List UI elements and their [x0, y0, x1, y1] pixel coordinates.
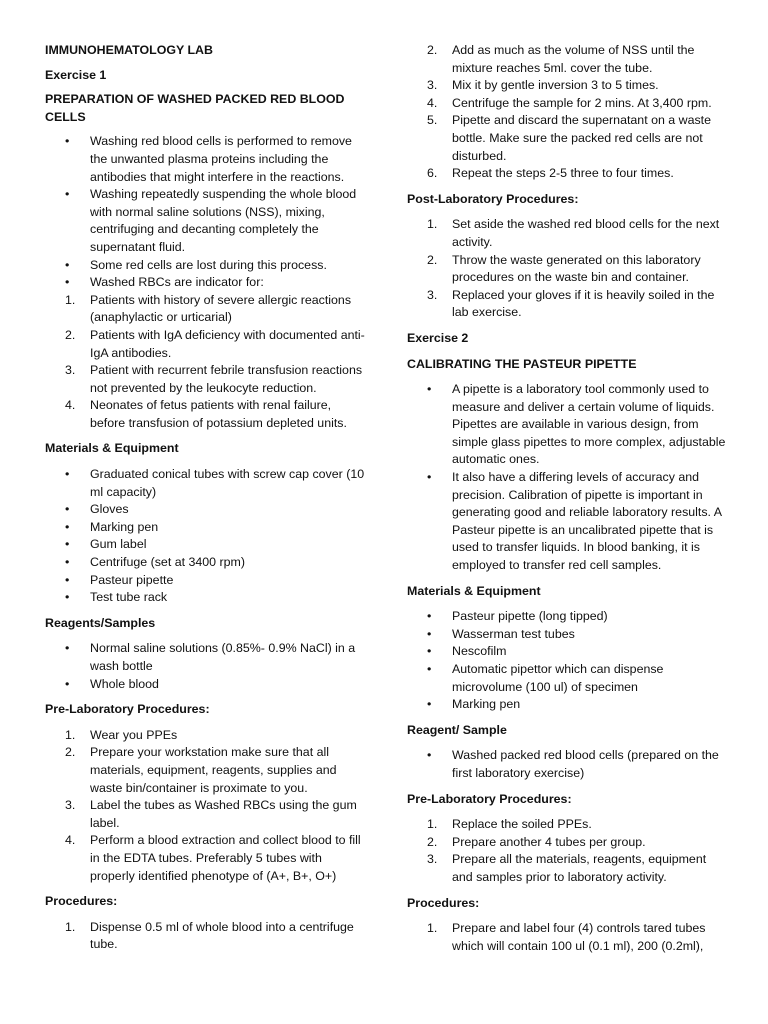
list-item: • Whole blood — [45, 676, 367, 694]
prelab-list — [45, 727, 367, 885]
materials-heading: Materials & Equipment — [407, 583, 541, 598]
list-item: • Pasteur pipette (long tipped) — [407, 608, 727, 626]
list-item: • Pasteur pipette — [45, 572, 367, 590]
list-item: • Nescofilm — [407, 643, 727, 661]
list-item: • Washed RBCs are indicator for: — [45, 274, 367, 292]
list-item — [407, 287, 727, 322]
list-item: • Marking pen — [45, 519, 367, 537]
item-text: Prepare another 4 tubes per group. — [452, 834, 646, 849]
item-text: Patient with recurrent febrile transfusion reactions not prevented by the leukocyte reduction. — [90, 363, 363, 395]
list-item — [45, 832, 367, 885]
list-item — [407, 77, 727, 95]
list-item: • Gum label — [45, 536, 367, 554]
reagent-list — [407, 747, 727, 782]
exercise-2-intro-list — [407, 381, 727, 575]
item-text: Set aside the washed red blood cells for the next activity. — [452, 217, 720, 249]
list-item: • Washed packed red blood cells (prepared on the first laboratory exercise) — [407, 747, 727, 782]
item-number: 1. — [427, 817, 438, 832]
list-item — [407, 112, 727, 165]
procedures-heading: Procedures: — [407, 895, 480, 910]
procedures-list — [407, 920, 727, 955]
item-text: Neonates of fetus patients with renal failure, before transfusion of potassium depleted units. — [90, 398, 347, 430]
list-item — [407, 42, 727, 77]
item-number: 1. — [65, 727, 76, 742]
item-number: 6. — [427, 166, 438, 181]
item-number: 2. — [427, 43, 438, 57]
item-number: 2. — [427, 834, 438, 849]
washed-rbc-indications-list — [45, 292, 367, 433]
item-number: 4. — [65, 833, 76, 848]
item-number: 2. — [427, 252, 438, 267]
prelab-list — [407, 816, 727, 886]
item-text: Replace the soiled PPEs. — [452, 817, 592, 832]
item-text: Patients with history of severe allergic reactions (anaphylactic or urticarial) — [90, 292, 352, 325]
reagents-heading: Reagents/Samples — [45, 615, 156, 630]
left-column — [45, 42, 367, 962]
list-item — [45, 362, 367, 397]
procedures-continued-list — [407, 42, 727, 183]
list-item — [407, 816, 727, 834]
list-item: • Graduated conical tubes with screw cap cover (10 ml capacity) — [45, 466, 367, 501]
item-number: 1. — [427, 217, 438, 232]
item-text: Pipette and discard the supernatant on a waste bottle. Make sure the packed red cells are not disturbed. — [452, 113, 711, 163]
item-text: Label the tubes as Washed RBCs using the gum label. — [90, 798, 357, 830]
list-item — [407, 252, 727, 287]
list-item: • It also have a differing levels of accuracy and precision. Calibration of pipette is important in generating good and reliable laboratory results. A Pasteur pipette is an uncalibrated pipette that is used to transfer liquids. In blood banking, it is employed to transfer red cell samples. — [407, 469, 727, 575]
reagents-list — [45, 640, 367, 693]
item-number: 3. — [427, 78, 438, 93]
item-number: 4. — [65, 398, 76, 413]
exercise-2-label: Exercise 2 — [407, 330, 469, 345]
item-number: 5. — [427, 113, 438, 128]
materials-list — [45, 466, 367, 607]
item-text: Prepare all the materials, reagents, equipment and samples prior to laboratory activity. — [452, 852, 707, 884]
list-item: • Gloves — [45, 501, 367, 519]
item-text: Repeat the steps 2-5 three to four times. — [452, 166, 674, 181]
list-item: • Centrifuge (set at 3400 rpm) — [45, 554, 367, 572]
item-text: Dispense 0.5 ml of whole blood into a centrifuge tube. — [90, 919, 354, 952]
exercise-1-intro-list — [45, 133, 367, 291]
list-item — [407, 165, 727, 183]
item-number: 3. — [65, 798, 76, 813]
lab-title: IMMUNOHEMATOLOGY LAB — [45, 43, 213, 57]
list-item — [45, 744, 367, 797]
item-text: Wear you PPEs — [90, 727, 178, 742]
exercise-2-title: CALIBRATING THE PASTEUR PIPETTE — [407, 356, 637, 371]
list-item — [407, 851, 727, 886]
item-text: Replaced your gloves if it is heavily soiled in the lab exercise. — [452, 287, 715, 320]
list-item: • A pipette is a laboratory tool commonly used to measure and deliver a certain volume of liquids. Pipettes are available in various design, from simple glass pipettes to more complex, adjustable automatic ones. — [407, 381, 727, 469]
postlab-list — [407, 216, 727, 322]
postlab-heading: Post-Laboratory Procedures: — [407, 191, 579, 206]
procedures-list — [45, 919, 367, 954]
prelab-heading: Pre-Laboratory Procedures: — [45, 702, 210, 717]
item-text: Mix it by gentle inversion 3 to 5 times. — [452, 78, 659, 93]
item-text: Prepare and label four (4) controls tared tubes which will contain 100 ul (0.1 ml), 200 (0.2ml), — [452, 921, 706, 953]
item-number: 3. — [427, 287, 438, 302]
prelab-heading: Pre-Laboratory Procedures: — [407, 791, 572, 806]
exercise-1-label: Exercise 1 — [45, 67, 107, 82]
list-item — [45, 919, 367, 954]
list-item: • Normal saline solutions (0.85%- 0.9% NaCl) in a wash bottle — [45, 640, 367, 675]
list-item — [407, 216, 727, 251]
list-item: • Marking pen — [407, 696, 727, 714]
list-item: • Test tube rack — [45, 589, 367, 607]
item-number: 3. — [427, 852, 438, 867]
procedures-heading: Procedures: — [45, 894, 118, 909]
list-item — [45, 327, 367, 362]
list-item: • Washing repeatedly suspending the whole blood with normal saline solutions (NSS), mixing, centrifuging and decanting completely the supernatant fluid. — [45, 186, 367, 256]
list-item — [45, 292, 367, 327]
item-text: Perform a blood extraction and collect blood to fill in the EDTA tubes. Preferably 5 tubes with properly identified phenotype of (A+, B+, O+) — [90, 833, 361, 883]
item-number: 1. — [65, 292, 76, 307]
list-item — [407, 95, 727, 113]
list-item: • Washing red blood cells is performed to remove the unwanted plasma proteins including the antibodies that might interfere in the reactions. — [45, 133, 367, 186]
list-item: • Some red cells are lost during this process. — [45, 257, 367, 275]
item-number: 1. — [427, 921, 438, 936]
item-text: Centrifuge the sample for 2 mins. At 3,400 rpm. — [452, 95, 712, 110]
reagent-heading: Reagent/ Sample — [407, 722, 507, 737]
item-number: 2. — [65, 745, 76, 760]
materials-list — [407, 608, 727, 714]
list-item — [45, 727, 367, 745]
right-column — [407, 42, 727, 963]
item-text: Prepare your workstation make sure that all materials, equipment, reagents, supplies and waste bin/container is proximate to you. — [90, 745, 337, 795]
item-text: Patients with IgA deficiency with documented anti-IgA antibodies. — [90, 327, 365, 360]
item-number: 2. — [65, 327, 76, 342]
exercise-1-title: PREPARATION OF WASHED PACKED RED BLOOD CELLS — [45, 92, 345, 124]
item-number: 3. — [65, 363, 76, 378]
list-item: • Automatic pipettor which can dispense microvolume (100 ul) of specimen — [407, 661, 727, 696]
materials-heading: Materials & Equipment — [45, 441, 179, 456]
item-text: Add as much as the volume of NSS until the mixture reaches 5ml. cover the tube. — [452, 43, 695, 75]
item-text: Throw the waste generated on this laboratory procedures on the waste bin and container. — [452, 252, 701, 285]
list-item — [45, 797, 367, 832]
list-item — [45, 397, 367, 432]
item-number: 1. — [65, 919, 76, 934]
list-item — [407, 920, 727, 955]
list-item — [407, 834, 727, 852]
item-number: 4. — [427, 95, 438, 110]
list-item: • Wasserman test tubes — [407, 626, 727, 644]
